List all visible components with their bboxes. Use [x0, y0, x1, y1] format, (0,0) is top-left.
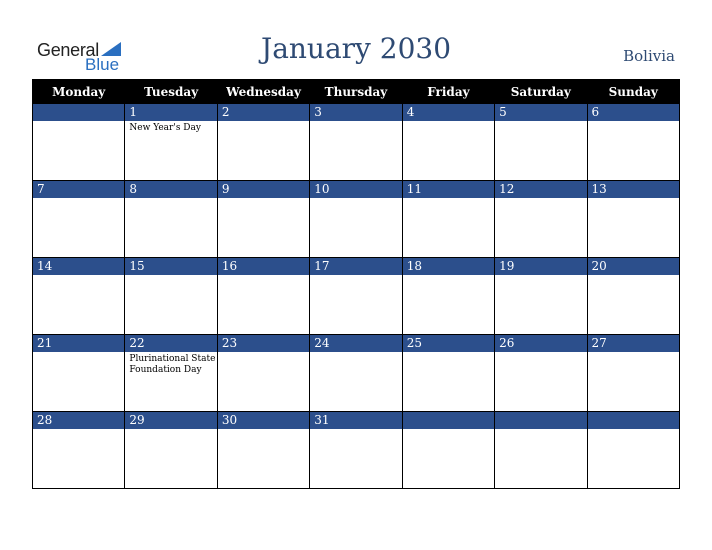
weekday-header: Monday [33, 80, 125, 104]
day-cell[interactable] [33, 181, 125, 258]
day-cell[interactable] [402, 258, 494, 335]
day-number: 25 [403, 335, 494, 352]
day-number: 23 [218, 335, 309, 352]
day-number: 15 [125, 258, 216, 275]
logo-blue-text: Blue [85, 55, 120, 74]
day-number: 29 [125, 412, 216, 429]
day-number [495, 412, 586, 429]
calendar-body [33, 104, 680, 489]
day-number [403, 412, 494, 429]
day-cell[interactable] [217, 181, 309, 258]
day-number: 6 [588, 104, 679, 121]
day-number: 10 [310, 181, 401, 198]
day-number [588, 412, 679, 429]
weekday-header: Tuesday [125, 80, 217, 104]
day-cell[interactable] [217, 258, 309, 335]
logo-general-text: General [37, 40, 99, 60]
month-calendar [32, 79, 680, 489]
day-number: 11 [403, 181, 494, 198]
day-cell[interactable] [125, 181, 217, 258]
day-cell[interactable] [217, 104, 309, 181]
day-cell[interactable] [33, 412, 125, 489]
day-number: 5 [495, 104, 586, 121]
day-cell[interactable] [125, 258, 217, 335]
day-cell[interactable] [310, 181, 402, 258]
day-cell[interactable] [587, 335, 679, 412]
day-number: 26 [495, 335, 586, 352]
day-number: 2 [218, 104, 309, 121]
week-row [33, 258, 680, 335]
weekday-header-row [33, 80, 680, 104]
day-number: 20 [588, 258, 679, 275]
day-number: 16 [218, 258, 309, 275]
day-number [33, 104, 124, 121]
holiday-label: New Year's Day [129, 123, 201, 133]
weekday-header: Saturday [495, 80, 587, 104]
day-cell[interactable] [587, 181, 679, 258]
day-number: 7 [33, 181, 124, 198]
day-number: 19 [495, 258, 586, 275]
weekday-header: Friday [402, 80, 494, 104]
day-cell[interactable] [310, 104, 402, 181]
day-number: 8 [125, 181, 216, 198]
day-cell[interactable] [587, 412, 679, 489]
day-cell[interactable] [217, 335, 309, 412]
day-cell[interactable] [402, 335, 494, 412]
weekday-header: Wednesday [217, 80, 309, 104]
day-cell[interactable] [495, 335, 587, 412]
country-label: Bolivia [623, 47, 675, 65]
calendar-title: January 2030 [260, 32, 452, 65]
day-number: 14 [33, 258, 124, 275]
day-number: 22 [125, 335, 216, 352]
day-cell[interactable] [402, 181, 494, 258]
day-cell[interactable] [310, 412, 402, 489]
week-row [33, 104, 680, 181]
day-cell[interactable] [495, 258, 587, 335]
day-number: 1 [125, 104, 216, 121]
day-number: 28 [33, 412, 124, 429]
day-number: 27 [588, 335, 679, 352]
day-number: 13 [588, 181, 679, 198]
day-cell[interactable] [217, 412, 309, 489]
day-number: 30 [218, 412, 309, 429]
day-cell[interactable] [495, 412, 587, 489]
day-cell[interactable] [33, 258, 125, 335]
week-row [33, 335, 680, 412]
day-cell[interactable] [310, 258, 402, 335]
day-number: 24 [310, 335, 401, 352]
day-number: 31 [310, 412, 401, 429]
day-cell[interactable] [310, 335, 402, 412]
week-row [33, 412, 680, 489]
holiday-label: Plurinational State Foundation Day [129, 354, 216, 375]
week-row [33, 181, 680, 258]
day-cell[interactable] [33, 335, 125, 412]
day-number: 17 [310, 258, 401, 275]
day-cell[interactable] [125, 104, 217, 181]
day-number: 18 [403, 258, 494, 275]
day-cell[interactable] [402, 104, 494, 181]
day-number: 12 [495, 181, 586, 198]
day-cell[interactable] [402, 412, 494, 489]
day-number: 4 [403, 104, 494, 121]
day-cell[interactable] [587, 104, 679, 181]
day-cell[interactable] [495, 104, 587, 181]
day-cell[interactable] [33, 104, 125, 181]
day-cell[interactable] [125, 335, 217, 412]
day-number: 21 [33, 335, 124, 352]
day-cell[interactable] [125, 412, 217, 489]
day-cell[interactable] [587, 258, 679, 335]
day-number: 3 [310, 104, 401, 121]
day-number: 9 [218, 181, 309, 198]
weekday-header: Sunday [587, 80, 679, 104]
weekday-header: Thursday [310, 80, 402, 104]
day-cell[interactable] [495, 181, 587, 258]
